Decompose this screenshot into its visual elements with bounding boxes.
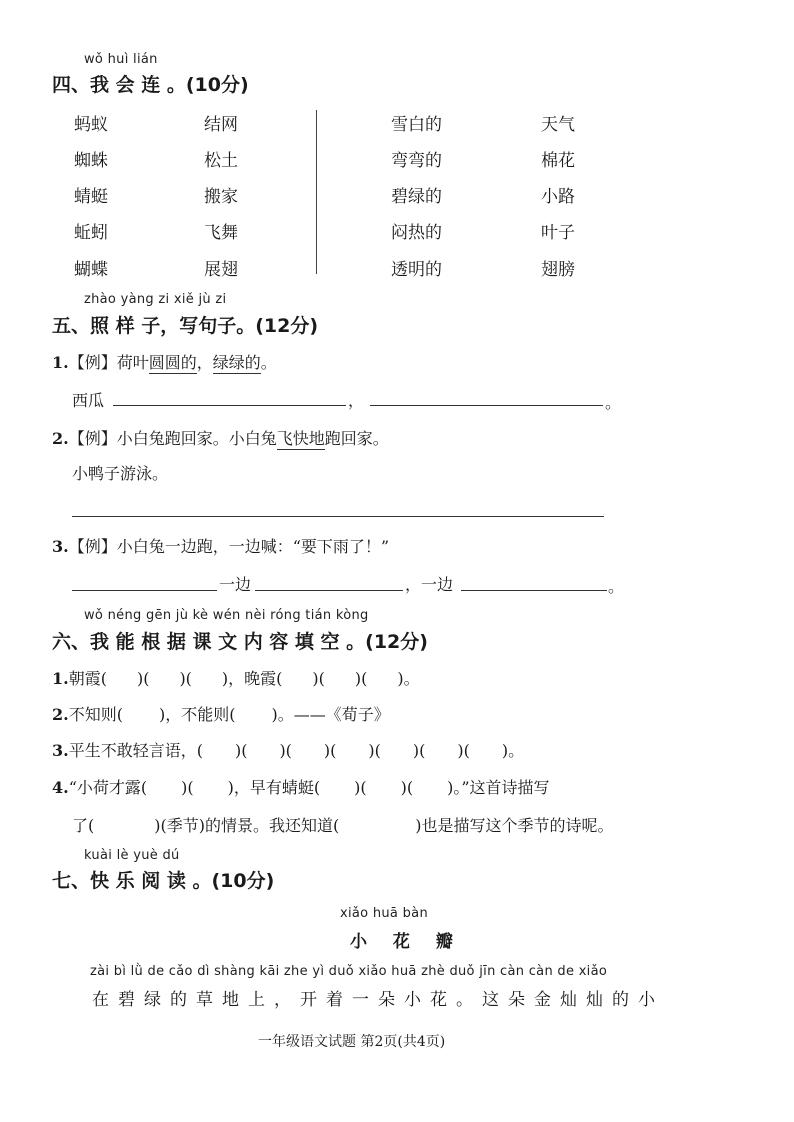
match-col3-item[interactable]: 雪白的 xyxy=(391,115,442,135)
match-col4-item[interactable]: 叶子 xyxy=(541,223,575,243)
match-col4-item[interactable]: 天气 xyxy=(541,115,575,135)
s5-q1-line-start: 西瓜 xyxy=(72,391,105,410)
match-col1-item[interactable]: 蜻蜓 xyxy=(74,187,108,207)
passage-text: 在碧绿的草地上，开着一朵小花。这朵金灿灿的小 xyxy=(92,990,664,1010)
question-number: 3. xyxy=(52,537,69,556)
answer-blank[interactable] xyxy=(255,590,403,591)
s6-q4-line2: 了( )(季节)的情景。我还知道( )也是描写这个季节的诗呢。 xyxy=(72,816,614,835)
section7-heading: 七、快 乐 阅 读 。(10分) xyxy=(52,870,275,892)
match-col2-item[interactable]: 松土 xyxy=(204,151,238,171)
yibian-word: 一边 xyxy=(219,575,252,594)
page-footer: 一年级语文试题 第2页(共4页) xyxy=(258,1034,446,1050)
match-col4-item[interactable]: 翅膀 xyxy=(541,260,575,280)
match-col1-item[interactable]: 蚂蚁 xyxy=(74,115,108,135)
match-col3-item[interactable]: 碧绿的 xyxy=(391,187,442,207)
section6-pinyin: wǒ néng gēn jù kè wén nèi róng tián kòng xyxy=(84,608,369,623)
question-number: 1. xyxy=(52,669,69,688)
question-number: 3. xyxy=(52,741,69,760)
answer-blank[interactable] xyxy=(461,590,607,591)
section6-heading: 六、我 能 根 据 课 文 内 容 填 空 。(12分) xyxy=(52,631,428,653)
underlined-example: 绿绿的 xyxy=(213,350,261,374)
section5-heading: 五、照 样 子，写句子。(12分) xyxy=(52,315,319,337)
match-col1-item[interactable]: 蜘蛛 xyxy=(74,151,108,171)
match-col1-item[interactable]: 蚯蚓 xyxy=(74,223,108,243)
match-col1-item[interactable]: 蝴蝶 xyxy=(74,260,108,280)
s6-q4-line1: 4.“小荷才露( )( )，早有蜻蜓( )( )( )。”这首诗描写 xyxy=(52,778,550,797)
s5-q2-prompt: 小鸭子游泳。 xyxy=(72,464,169,483)
section5-pinyin: zhào yàng zi xiě jù zi xyxy=(84,292,227,307)
comma: ， xyxy=(348,391,365,410)
period: 。 xyxy=(605,393,622,412)
passage-pinyin: zài bì lǜ de cǎo dì shàng kāi zhe yì duǒ xiǎo huā zhè duǒ jīn càn càn de xiǎo xyxy=(90,964,608,979)
section4-pinyin: wǒ huì lián xyxy=(84,52,158,67)
answer-blank[interactable] xyxy=(113,405,346,406)
yibian-word: ，一边 xyxy=(405,575,454,594)
s6-q2: 2.不知则( )，不能则( )。——《荀子》 xyxy=(52,705,390,724)
period: 。 xyxy=(608,577,625,596)
s5-q3-example: 3.【例】小白兔一边跑，一边喊：“要下雨了！” xyxy=(52,537,390,556)
question-number: 1. xyxy=(52,353,69,372)
underlined-example: 圆圆的 xyxy=(149,350,197,374)
s5-q2-example: 2.【例】小白兔跑回家。小白兔飞快地跑回家。 xyxy=(52,426,389,450)
s6-q3: 3.平生不敢轻言语，( )( )( )( )( )( )( )。 xyxy=(52,741,525,760)
match-col2-item[interactable]: 搬家 xyxy=(204,187,238,207)
answer-blank[interactable] xyxy=(72,516,604,517)
s5-q1-example: 1.【例】荷叶圆圆的，绿绿的。 xyxy=(52,350,277,374)
section7-pinyin: kuài lè yuè dú xyxy=(84,848,180,863)
column-divider xyxy=(316,110,317,274)
section4-heading: 四、我 会 连 。(10分) xyxy=(52,74,249,96)
reading-title-pinyin: xiǎo huā bàn xyxy=(340,906,428,921)
match-col3-item[interactable]: 透明的 xyxy=(391,260,442,280)
match-col2-item[interactable]: 结网 xyxy=(204,115,238,135)
match-col3-item[interactable]: 弯弯的 xyxy=(391,151,442,171)
match-col2-item[interactable]: 飞舞 xyxy=(204,223,238,243)
underlined-example: 飞快地 xyxy=(277,426,325,450)
match-col4-item[interactable]: 棉花 xyxy=(541,151,575,171)
question-number: 4. xyxy=(52,778,69,797)
reading-title: 小 花 瓣 xyxy=(350,932,463,952)
match-col2-item[interactable]: 展翅 xyxy=(204,260,238,280)
match-col3-item[interactable]: 闷热的 xyxy=(391,223,442,243)
match-col4-item[interactable]: 小路 xyxy=(541,187,575,207)
answer-blank[interactable] xyxy=(72,590,217,591)
answer-blank[interactable] xyxy=(370,405,603,406)
question-number: 2. xyxy=(52,429,69,448)
question-number: 2. xyxy=(52,705,69,724)
s6-q1: 1.朝霞( )( )( )，晚霞( )( )( )。 xyxy=(52,669,420,688)
